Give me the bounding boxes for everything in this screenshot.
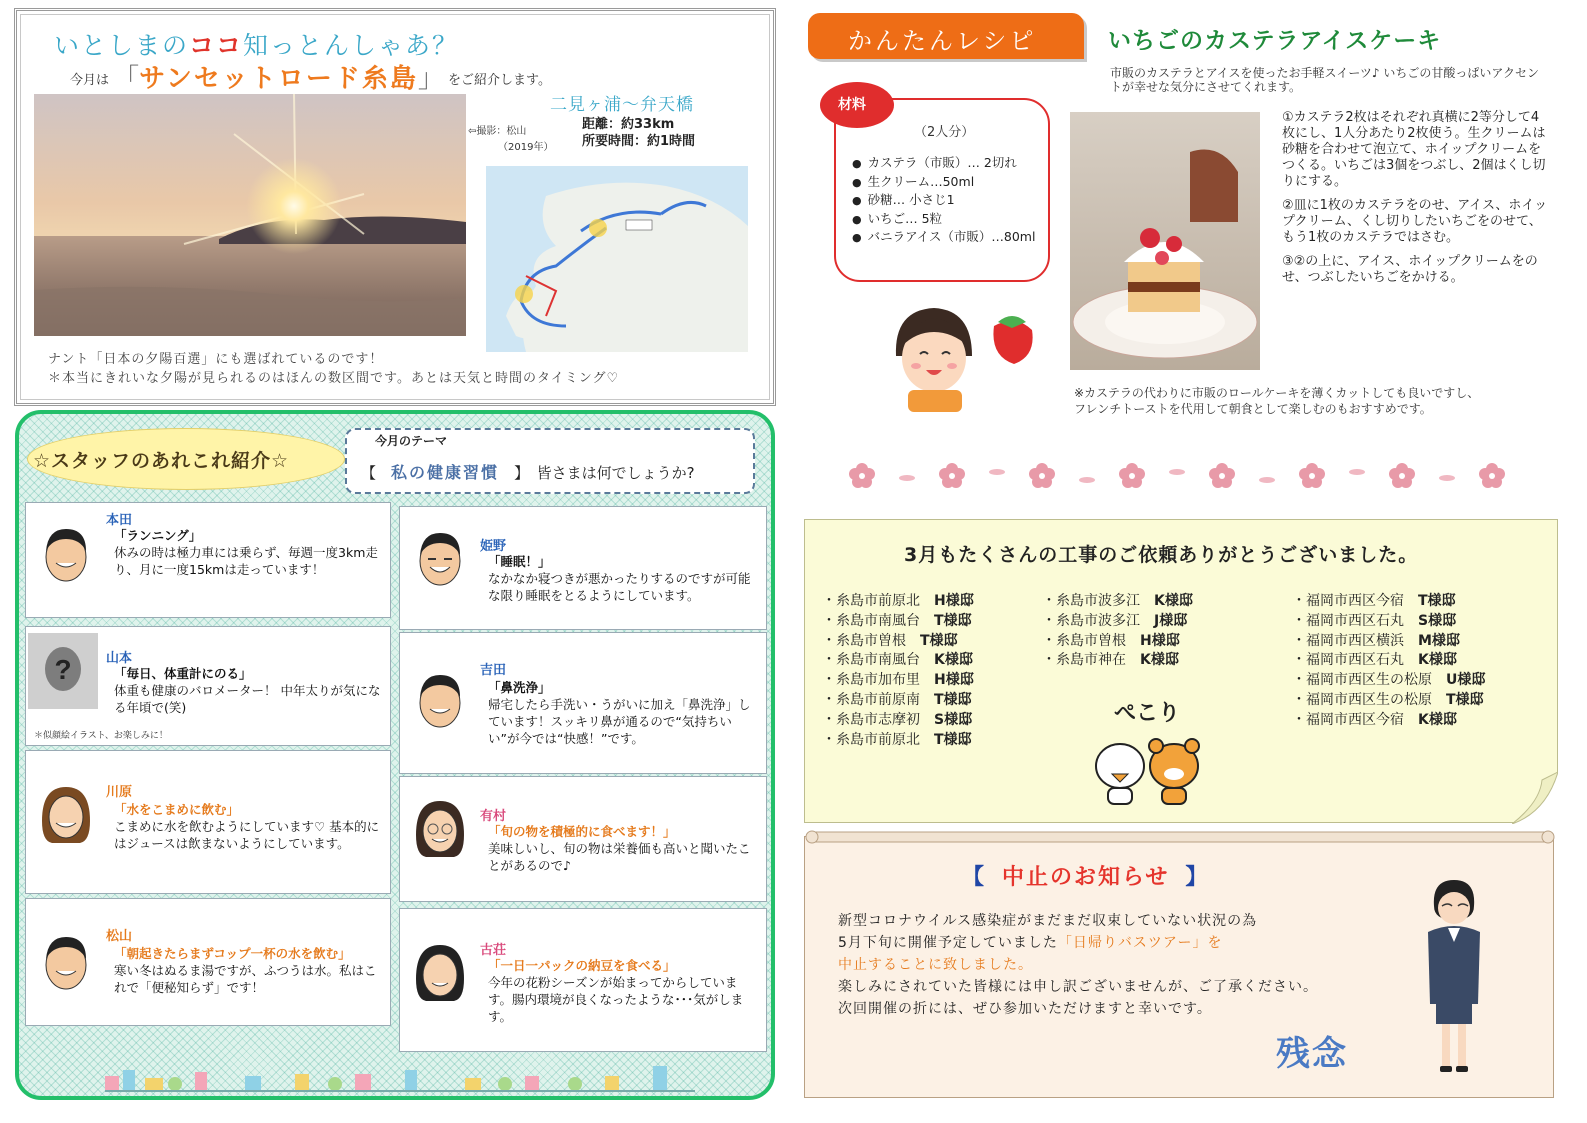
client-entry: ・ 糸島市南風台 T様邸 [822, 612, 974, 632]
cherry-blossom-divider [842, 456, 1542, 496]
staff-comment: 「朝起きたらまずコップ一杯の水を飲む」 寒い冬はぬるま湯ですが、ふつうは水。私はこれで「便秘知らず」です！ [114, 946, 377, 995]
recipe-steps [1282, 110, 1548, 294]
staff-comment: 「ランニング」 休みの時は極力車には乗らず、毎週一度3km走り、月に一度15kmは走っています！ [114, 528, 378, 577]
staff-name: 姫野 [480, 539, 507, 554]
client-entry: ・ 福岡市西区石丸 S様邸 [1292, 612, 1485, 632]
avatar [36, 781, 96, 847]
client-entry: ・ 福岡市西区今宿 T様邸 [1292, 592, 1485, 612]
recipe-step: ③②の上に、アイス、ホイップクリームをのせ、つぶしたいちごをかける。 [1282, 254, 1538, 285]
avatar [36, 929, 96, 995]
thanks-list-col2 [1042, 592, 1193, 671]
itoshima-note: ナント「日本の夕陽百選」にも選ばれているのです！ ＊本当にきれいな夕陽が見られるのはほんの数区間です。あとは天気と時間のタイミング♡ [48, 352, 620, 386]
staff-name: 有村 [480, 809, 507, 824]
client-entry: ・ 糸島市波多江 J様邸 [1042, 612, 1193, 632]
client-entry: ・ 糸島市南風台 K様邸 [822, 651, 974, 671]
bowing-characters-illustration [1082, 698, 1212, 808]
ingredient-item: ● カステラ（市販）… 2切れ [852, 154, 1035, 173]
staff-card-matsuyama [25, 898, 391, 1026]
townscape-illustration [105, 1066, 695, 1092]
avatar [410, 795, 470, 861]
client-entry: ・ 福岡市西区生の松原 U様邸 [1292, 671, 1485, 691]
ingredient-list [852, 154, 1035, 247]
zannen-text: 残念 [1276, 1034, 1348, 1074]
theme-label: 今月のテーマ [375, 434, 448, 448]
pekori-label: ぺこり [1113, 701, 1181, 726]
scroll-edge [804, 828, 1556, 844]
avatar [36, 521, 96, 587]
recipe-description: 市販のカステラとアイスを使ったお手軽スイーツ♪ いちごの甘酸っぱいアクセントが幸せな気分にさせてくれます。 [1110, 66, 1539, 94]
cake-photo [1070, 112, 1260, 370]
staff-section-title: ☆スタッフのあれこれ紹介☆ [33, 450, 290, 472]
theme-box [345, 428, 755, 494]
avatar [410, 525, 470, 591]
recipe-step: ①カステラ2枚はそれぞれ真横に2等分して4枚にし、1人分あたり2枚使う。生クリームは砂糖を合わせて泡立て、ホイップクリームをつくる。いちごは3個をつぶし、2個はくし切りにする。 [1282, 110, 1546, 189]
staff-comment: 「毎日、体重計にのる」 体重も健康のバロメーター！ 中年太りが気になる年頃で(笑) [114, 666, 381, 715]
cancel-title: 【 中止のお知らせ 】 [962, 865, 1210, 890]
staff-comment: 「睡眠！」 なかなか寝つきが悪かったりするのですが可能な限り睡眠をとるようにしています。 [488, 554, 751, 603]
staff-comment: 「鼻洗浄」 帰宅したら手洗い・うがいに加え「鼻洗浄」しています！スッキリ鼻が通るので“気持ちいい”が今では“快感！”です。 [488, 680, 751, 746]
staff-section [15, 410, 775, 1100]
ingredient-item: ● いちご… 5粒 [852, 210, 1035, 229]
recipe-footnote: ※カステラの代わりに市販のロールケーキを薄くカットしても良いですし、 フレンチトーストを代用して朝食として楽しむのもおすすめです。 [1074, 386, 1480, 416]
svg-text:?: ? [54, 654, 72, 685]
thanks-title: 3月もたくさんの工事のご依頼ありがとうございました。 [904, 544, 1419, 566]
staff-name: 本田 [106, 513, 133, 528]
staff-card-yoshida [399, 632, 767, 774]
staff-name: 山本 [106, 651, 133, 666]
portrait-note: ＊似顔絵イラスト、お楽しみに！ [34, 731, 168, 741]
ingredient-item: ● 砂糖… 小さじ1 [852, 191, 1035, 210]
ingredient-item: ● バニラアイス（市販）…80ml [852, 228, 1035, 247]
staff-name: 吉田 [480, 663, 507, 678]
staff-comment: 「水をこまめに飲む」 こまめに水を飲むようにしています♡ 基本的にはジュースは飲まないようにしています。 [114, 802, 380, 851]
avatar [410, 939, 470, 1005]
staff-comment: 「一日一パックの納豆を食べる」 今年の花粉シーズンが始まってからしています。腸内環境が良くなったような･･･気がします。 [488, 958, 744, 1024]
staff-card-arimura [399, 776, 767, 902]
staff-card-himeno [399, 506, 767, 630]
route-map [486, 166, 748, 352]
client-entry: ・ 糸島市前原北 T様邸 [822, 731, 974, 751]
client-entry: ・ 福岡市西区今宿 K様邸 [1292, 711, 1485, 731]
page-curl [1512, 772, 1558, 824]
client-entry: ・ 糸島市前原北 H様邸 [822, 592, 974, 612]
avatar-placeholder [28, 633, 98, 709]
staff-name: 松山 [106, 929, 133, 944]
route-label: 二見ヶ浦〜弁天橋 [550, 95, 694, 115]
staff-card-kawahara [25, 750, 391, 894]
client-entry: ・ 糸島市波多江 K様邸 [1042, 592, 1193, 612]
recipe-name: いちごのカステラアイスケーキ [1108, 28, 1442, 54]
girl-strawberry-illustration [886, 296, 1046, 412]
staff-card-honda [25, 502, 391, 618]
thanks-list-col1 [822, 592, 974, 750]
avatar [410, 667, 470, 733]
cancel-body: 新型コロナウイルス感染症がまだまだ収束していない状況の為 5月下旬に開催予定していました「日帰りバスツアー」を 中止することに致しました。 楽しみにされていた皆様には申し訳ございませんが、ご了承ください。 次回開催の折には、ぜひ参加いただけますと幸いです。 [838, 913, 1318, 1017]
client-entry: ・ 福岡市西区石丸 K様邸 [1292, 651, 1485, 671]
client-entry: ・ 糸島市曽根 H様邸 [1042, 632, 1193, 652]
itoshima-title: いとしまのココ知っとんしゃあ？ [54, 31, 460, 60]
sunset-photo [34, 94, 466, 336]
itoshima-intro: 今月は 「サンセットロード糸島」 をご紹介します。 [70, 64, 551, 94]
staff-comment: 「旬の物を積極的に食べます！」 美味しいし、旬の物は栄養価も高いと聞いたことがあるので♪ [488, 824, 751, 873]
staff-card-furusho [399, 908, 767, 1052]
client-entry: ・ 福岡市西区生の松原 T様邸 [1292, 691, 1485, 711]
servings: （2人分） [914, 125, 975, 140]
client-entry: ・ 糸島市志摩初 S様邸 [822, 711, 974, 731]
ingredients-badge: 材料 [820, 82, 894, 128]
client-entry: ・ 糸島市前原南 T様邸 [822, 691, 974, 711]
recipe-step: ②皿に1枚のカステラをのせ、アイス、ホイップクリーム、くし切りしたいちごをのせて、もう1枚のカステラではさむ。 [1282, 198, 1548, 245]
bowing-lady-illustration [1412, 876, 1496, 1076]
client-entry: ・ 糸島市曽根 T様邸 [822, 632, 974, 652]
client-entry: ・ 糸島市加布里 H様邸 [822, 671, 974, 691]
staff-name: 古荘 [480, 943, 507, 958]
thanks-list-col3 [1292, 592, 1485, 731]
theme-text: 【 私の健康習慣 】 皆さまは何でしょうか? [361, 463, 695, 482]
spot-name: サンセットロード糸島 [139, 64, 418, 94]
route-distance: 距離：約33km 所要時間：約1時間 [582, 117, 696, 149]
staff-name: 川原 [106, 785, 133, 800]
ingredient-item: ● 生クリーム…50ml [852, 173, 1035, 192]
photo-credit: ⇦撮影：松山 （2019年） [468, 126, 554, 153]
client-entry: ・ 糸島市神在 K様邸 [1042, 651, 1193, 671]
client-entry: ・ 福岡市西区横浜 M様邸 [1292, 632, 1485, 652]
recipe-tab: かんたんレシピ [808, 13, 1084, 59]
staff-card-yamamoto [25, 626, 391, 746]
